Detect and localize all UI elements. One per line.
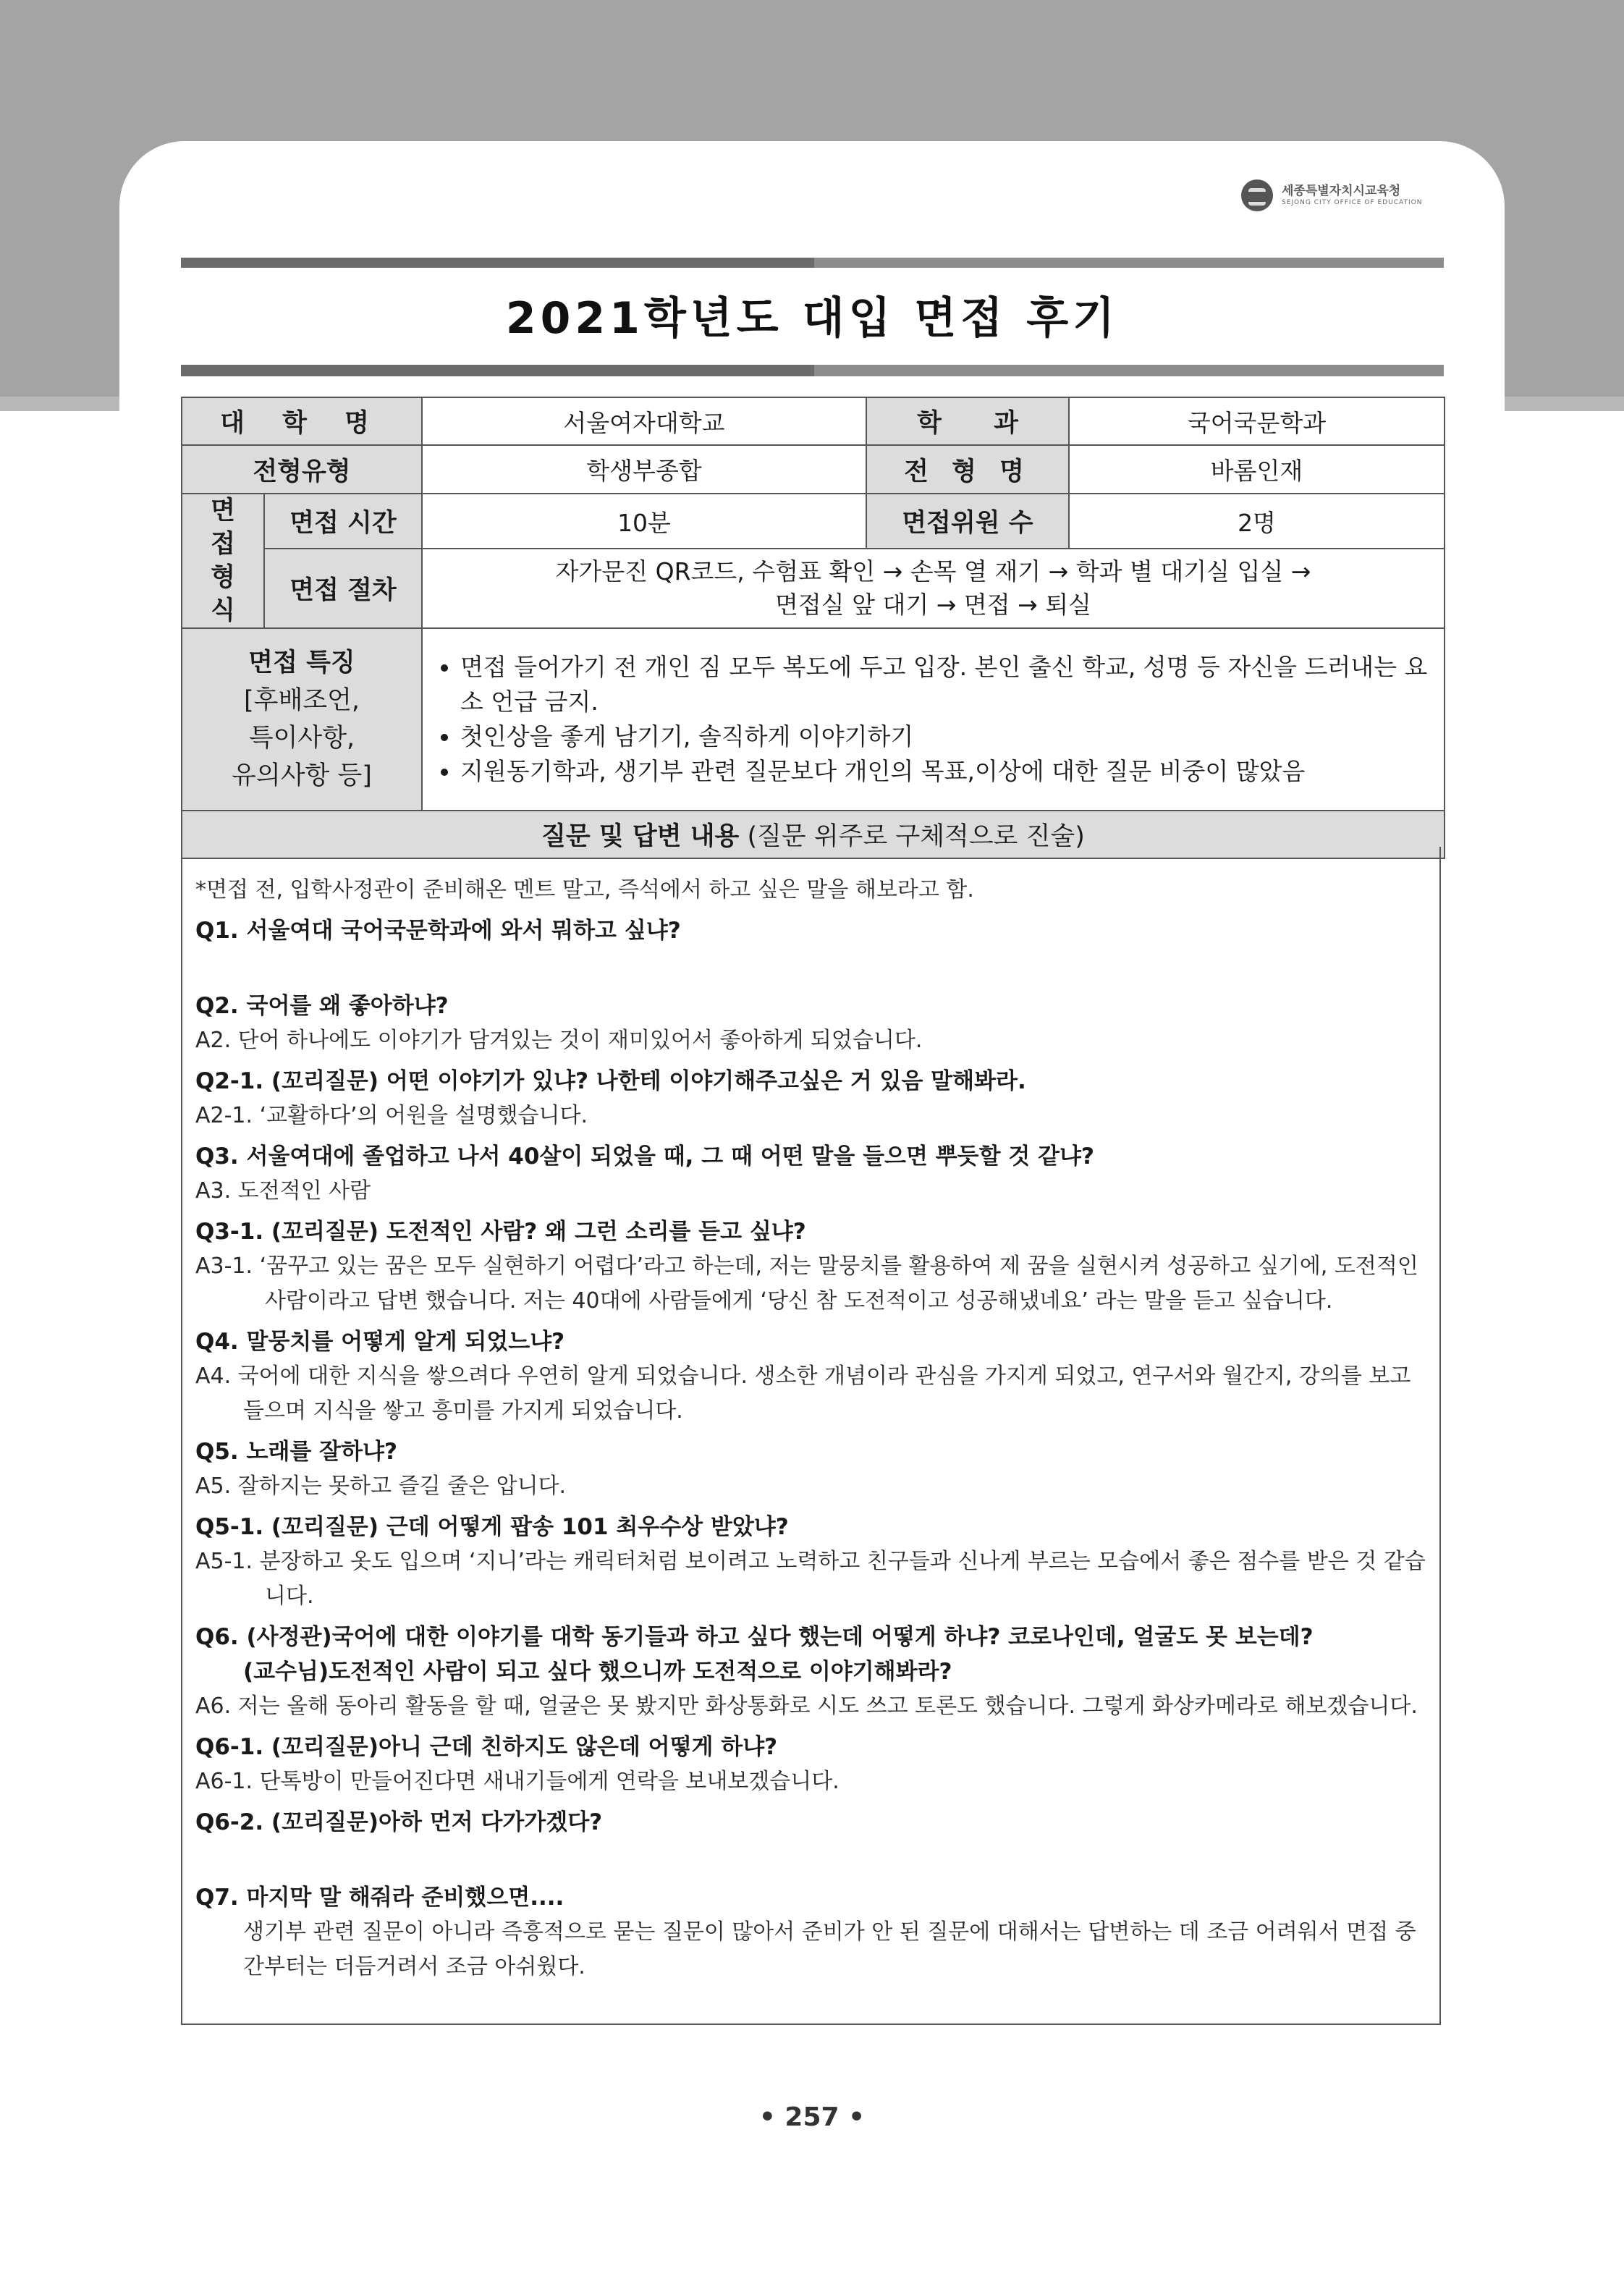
process-value bbox=[422, 549, 1445, 628]
question-q3-1: Q3-1. (꼬리질문) 도전적인 사람? 왜 그런 소리를 듣고 싶냐? bbox=[195, 1219, 806, 1245]
question-q2-1: Q2-1. (꼬리질문) 어떤 이야기가 있냐? 나한테 이야기해주고싶은 거 있음 말해봐라. bbox=[195, 1068, 1026, 1094]
question-q6: Q6. (사정관)국어에 대한 이야기를 대학 동기들과 하고 싶다 했는데 어떻게 하냐? 코로나인데, 얼굴도 못 보는데? bbox=[195, 1624, 1314, 1650]
question-q6-2: Q6-2. (꼬리질문)아하 먼저 다가가겠다? bbox=[195, 1809, 603, 1835]
process-line-1: 자가문진 QR코드, 수험표 확인 → 손목 열 재기 → 학과 별 대기실 입실 → bbox=[555, 557, 1311, 586]
panel-label: 면접위원 수 bbox=[866, 494, 1069, 549]
right-stripe bbox=[1505, 397, 1624, 411]
time-value: 10분 bbox=[422, 494, 866, 549]
emblem-icon bbox=[1241, 179, 1273, 211]
interview-info-table bbox=[181, 397, 1445, 859]
process-label: 면접 절차 bbox=[264, 549, 422, 628]
answer-a2: A2. 단어 하나에도 이야기가 담겨있는 것이 재미있어서 좋아하게 되었습니다. bbox=[195, 1028, 923, 1053]
qa-note: *면접 전, 입학사정관이 준비해온 멘트 말고, 즉석에서 하고 싶은 말을 해보라고 함. bbox=[195, 877, 974, 902]
answer-a2-1: A2-1. ‘교활하다’의 어원을 설명했습니다. bbox=[195, 1103, 588, 1128]
features-label: 면접 특징 [후배조언, 특이사항, 유의사항 등] bbox=[182, 628, 422, 811]
univ-label: 대 학 명 bbox=[182, 397, 422, 445]
qa-section-header: 질문 및 답변 내용 (질문 위주로 구체적으로 진술) bbox=[182, 811, 1445, 858]
page-number: • 257 • bbox=[758, 2102, 866, 2132]
answer-a6: A6. 저는 올해 동아리 활동을 할 때, 얼굴은 못 봤지만 화상통화로 시도 쓰고 토론도 했습니다. 그렇게 화상카메라로 해보겠습니다. bbox=[195, 1694, 1418, 1719]
question-q1: Q1. 서울여대 국어국문학과에 와서 뭐하고 싶냐? bbox=[195, 918, 681, 944]
left-stripe bbox=[0, 397, 119, 411]
track-value: 바롬인재 bbox=[1069, 445, 1445, 494]
question-q2: Q2. 국어를 왜 좋아하냐? bbox=[195, 993, 449, 1019]
question-q7: Q7. 마지막 말 해줘라 준비했으면.... bbox=[195, 1885, 564, 1911]
dept-label: 학 과 bbox=[866, 397, 1069, 445]
feature-item: • 첫인상을 좋게 남기기, 솔직하게 이야기하기 bbox=[460, 719, 1431, 754]
education-office-logo bbox=[1241, 177, 1466, 213]
format-label: 면접 형식 bbox=[182, 494, 264, 628]
question-q5-1: Q5-1. (꼬리질문) 근데 어떻게 팝송 101 최우수상 받았냐? bbox=[195, 1514, 789, 1540]
process-line-2: 면접실 앞 대기 → 면접 → 퇴실 bbox=[774, 591, 1092, 620]
univ-value: 서울여자대학교 bbox=[422, 397, 866, 445]
feature-item: • 면접 들어가기 전 개인 짐 모두 복도에 두고 입장. 본인 출신 학교, 성명 등 자신을 드러내는 요소 언급 금지. bbox=[460, 650, 1431, 719]
logo-name: 세종특별자치시교육청 bbox=[1282, 184, 1401, 199]
answer-a5: A5. 잘하지는 못하고 즐길 줄은 압니다. bbox=[195, 1473, 567, 1499]
title-top-bar bbox=[181, 258, 1444, 268]
time-label: 면접 시간 bbox=[264, 494, 422, 549]
answer-a3: A3. 도전적인 사람 bbox=[195, 1178, 371, 1204]
answer-a4: A4. 국어에 대한 지식을 쌓으려다 우연히 알게 되었습니다. 생소한 개념이라 관심을 가지게 되었고, 연구서와 월간지, 강의를 보고 들으며 지식을 쌓고 흥미를 가지게 되었습니다. bbox=[195, 1363, 1411, 1424]
answer-a3-1: A3-1. ‘꿈꾸고 있는 꿈은 모두 실현하기 어렵다’라고 하는데, 저는 말뭉치를 활용하여 제 꿈을 실현시켜 성공하고 싶기에, 도전적인 사람이라고 답변 했습니다. 저는 40대에 사람들에게 ‘당신 참 도전적이고 성공해냈네요’ 라는 말을 듣고 싶습니다. bbox=[195, 1253, 1418, 1314]
answer-a6-1: A6-1. 단톡방이 만들어진다면 새내기들에게 연락을 보내보겠습니다. bbox=[195, 1769, 840, 1794]
question-q3: Q3. 서울여대에 졸업하고 나서 40살이 되었을 때, 그 때 어떤 말을 들으면 뿌듯할 것 같냐? bbox=[195, 1143, 1094, 1170]
question-q5: Q5. 노래를 잘하냐? bbox=[195, 1439, 397, 1465]
dept-value: 국어국문학과 bbox=[1069, 397, 1445, 445]
feature-item: • 지원동기학과, 생기부 관련 질문보다 개인의 목표,이상에 대한 질문 비중이 많았음 bbox=[460, 754, 1431, 789]
logo-english: SEJONG CITY OFFICE OF EDUCATION bbox=[1282, 198, 1423, 206]
features-list bbox=[422, 628, 1445, 811]
panel-value: 2명 bbox=[1069, 494, 1445, 549]
question-q6-sub: (교수님)도전적인 사람이 되고 싶다 했으니까 도전적으로 이야기해봐라? bbox=[243, 1659, 952, 1685]
type-label: 전형유형 bbox=[182, 445, 422, 494]
title-bottom-bar bbox=[181, 365, 1444, 376]
question-q6-1: Q6-1. (꼬리질문)아니 근데 친하지도 않은데 어떻게 하냐? bbox=[195, 1734, 778, 1760]
qa-content bbox=[181, 847, 1441, 2025]
track-label: 전 형 명 bbox=[866, 445, 1069, 494]
type-value: 학생부종합 bbox=[422, 445, 866, 494]
question-q4: Q4. 말뭉치를 어떻게 알게 되었느냐? bbox=[195, 1329, 565, 1355]
page-title: 2021학년도 대입 면접 후기 bbox=[505, 293, 1120, 344]
answer-a5-1: A5-1. 분장하고 옷도 입으며 ‘지니’라는 캐릭터처럼 보이려고 노력하고 친구들과 신나게 부르는 모습에서 좋은 점수를 받은 것 같습니다. bbox=[195, 1549, 1426, 1609]
answer-a7: 생기부 관련 질문이 아니라 즉흥적으로 묻는 질문이 많아서 준비가 안 된 질문에 대해서는 답변하는 데 조금 어려워서 면접 중간부터는 더듬거려서 조금 아쉬웠다. bbox=[243, 1919, 1416, 1979]
